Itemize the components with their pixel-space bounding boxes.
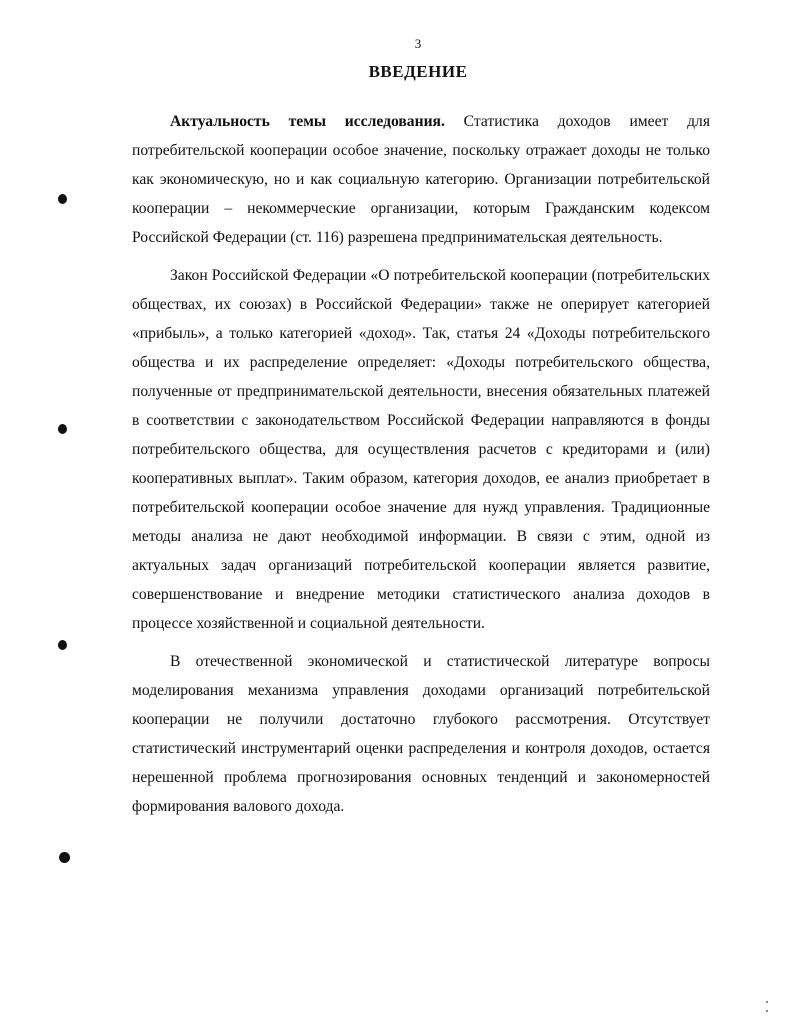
paragraph-text: Статистика доходов имеет для потребительской кооперации особое значение, поскольку отражает доходы не только как экономическую, но и как социальную категорию. Организации потребительской кооперации – некоммерческие организации, которым Гражданским кодексом Российской Федерации (ст. 116) разрешена предпринимательская деятельность. xyxy=(132,113,710,246)
page-number: 3 xyxy=(414,36,422,51)
scan-edge-mark xyxy=(766,1001,768,1003)
paragraph: Закон Российской Федерации «О потребительской кооперации (потребительских обществах, их союзах) в Российской Федерации» также не оперирует категорией «прибыль», а только категорией «доход». Так, статья 24 «Доходы потребительского общества и их распределение определяет: «Доходы потребительского общества, полученные от предпринимательской деятельности, внесения обязательных платежей в соответствии с законодательством Российской Федерации направляются в фонды потребительского общества, для осуществления расчетов с кредиторами и (или) кооперативных выплат». Таким образом, категория доходов, ее анализ приобретает в потребительской кооперации особое значение для нужд управления. Традиционные методы анализа не дают необходимой информации. В связи с этим, одной из актуальных задач организаций потребительской кооперации является развитие, совершенствование и внедрение методики статистического анализа доходов в процессе хозяйственной и социальной деятельности. xyxy=(132,267,710,632)
binding-hole-mark xyxy=(58,640,67,650)
page-title: ВВЕДЕНИЕ xyxy=(368,62,468,81)
body-text xyxy=(132,107,710,821)
paragraph xyxy=(132,107,710,252)
paragraph: В отечественной экономической и статистической литературе вопросы моделирования механизма управления доходами организаций потребительской кооперации не получили достаточно глубокого рассмотрения. Отсутствует статистический инструментарий оценки распределения и контроля доходов, остается нерешенной проблема прогнозирования основных тенденций и закономерностей формирования валового дохода. xyxy=(132,653,710,815)
binding-hole-mark xyxy=(58,194,67,204)
scan-edge-mark xyxy=(766,1010,768,1012)
binding-hole-mark xyxy=(59,852,70,863)
binding-hole-mark xyxy=(58,424,67,434)
paragraph-lead: Актуальность темы исследования. xyxy=(170,113,445,130)
